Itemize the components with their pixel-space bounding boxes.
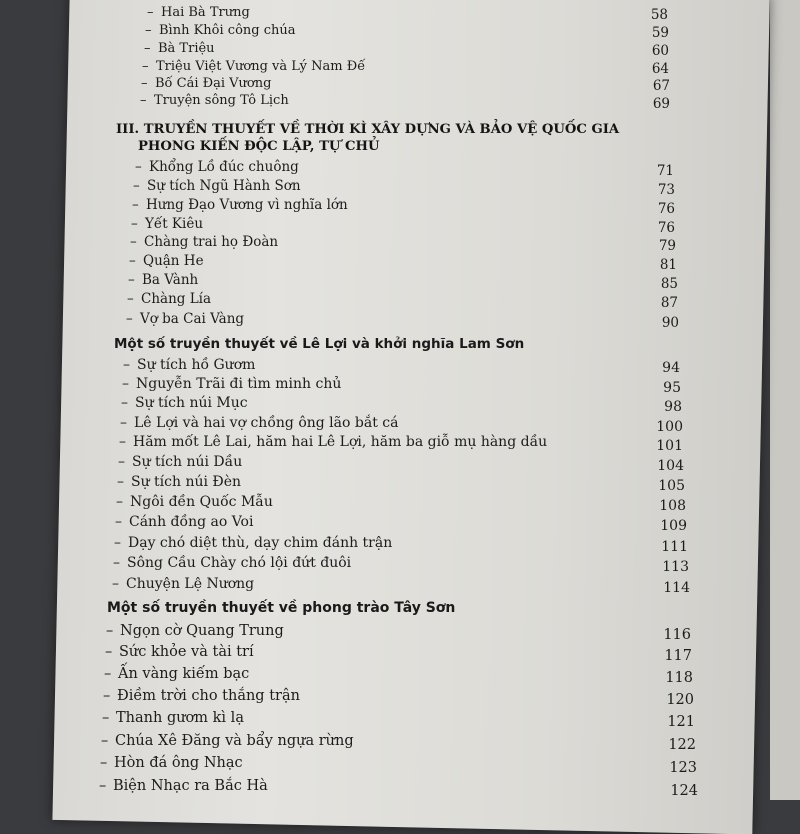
toc-entry: – Sự tích núi Dầu (118, 454, 243, 470)
toc-page-number: 81 (659, 257, 677, 273)
toc-page-number: 121 (667, 714, 695, 730)
toc-page-number: 98 (664, 399, 682, 415)
toc-entry: – Ngọn cờ Quang Trung (106, 623, 284, 639)
toc-entry: – Bố Cái Đại Vương (141, 76, 272, 91)
toc-entry: – Hăm mốt Lê Lai, hăm hai Lê Lợi, hăm ba giỗ mụ hàng dầu (119, 434, 548, 450)
toc-page-number: 60 (651, 43, 669, 59)
toc-page-number: 76 (657, 220, 675, 236)
toc-entry: – Hòn đá ông Nhạc (100, 755, 243, 771)
toc-entry: – Lê Lợi và hai vợ chồng ông lão bắt cá (120, 415, 399, 431)
toc-page-number: 94 (662, 360, 680, 376)
toc-entry: – Sự tích Ngũ Hành Sơn (133, 178, 301, 194)
toc-page-number: 111 (661, 539, 688, 555)
toc-entry: – Chúa Xê Đăng và bẩy ngựa rừng (101, 733, 354, 749)
toc-entry: – Điềm trời cho thắng trận (103, 688, 300, 704)
toc-page-number: 101 (656, 438, 683, 454)
toc-page-number: 79 (658, 238, 676, 254)
toc-entry: – Ba Vành (128, 272, 199, 288)
toc-entry: – Sông Cầu Chày chó lội đứt đuôi (113, 555, 352, 571)
toc-entry: – Chàng Lía (127, 291, 212, 307)
toc-entry: – Bà Triệu (144, 41, 215, 56)
toc-entry: – Hai Bà Trưng (147, 5, 250, 20)
toc-entry: – Thanh gươm kì lạ (102, 710, 244, 726)
toc-entry: – Sự tích hồ Gươm (123, 357, 256, 373)
toc-page-number: 114 (663, 580, 690, 596)
toc-entry: – Truyện sông Tô Lịch (140, 93, 289, 108)
toc-entry: – Sức khỏe và tài trí (105, 644, 254, 660)
toc-page-number: 73 (657, 182, 675, 198)
toc-entry: – Hưng Đạo Vương vì nghĩa lớn (132, 197, 348, 213)
toc-entry: – Khổng Lồ đúc chuông (135, 159, 299, 175)
toc-page-number: 116 (663, 627, 691, 643)
toc-page-number: 76 (657, 201, 675, 217)
toc-page-number: 104 (657, 458, 684, 474)
toc-page-number: 108 (659, 498, 686, 514)
subsection-title: Một số truyền thuyết về phong trào Tây Sơn (107, 600, 456, 616)
section-heading: III. TRUYỀN THUYẾT VỀ THỜI KÌ XÂY DỰNG VÀ BẢO VỆ QUỐC GIA (116, 122, 620, 137)
toc-entry: – Ngôi đền Quốc Mẫu (116, 494, 273, 510)
toc-entry: – Triệu Việt Vương và Lý Nam Đế (142, 59, 366, 74)
toc-page-number: 105 (658, 478, 685, 494)
subsection-title: Một số truyền thuyết về Lê Lợi và khởi nghĩa Lam Sơn (114, 336, 525, 352)
toc-entry: – Ấn vàng kiếm bạc (104, 666, 250, 682)
toc-page-number: 118 (665, 670, 693, 686)
toc-page-number: 122 (668, 737, 696, 753)
toc-page-number: 58 (650, 7, 668, 23)
toc-page-number: 124 (670, 783, 698, 799)
toc-page-number: 109 (660, 518, 687, 534)
toc-page-number: 117 (664, 648, 692, 664)
toc-page-number: 113 (662, 559, 689, 575)
toc-entry: – Biện Nhạc ra Bắc Hà (99, 778, 268, 794)
toc-entry: – Bình Khôi công chúa (145, 23, 296, 38)
toc-page-number: 69 (652, 96, 670, 112)
toc-entry: – Yết Kiêu (131, 216, 204, 232)
toc-page-number: 95 (663, 380, 681, 396)
toc-page-number: 67 (652, 78, 670, 94)
toc-page-number: 123 (669, 760, 697, 776)
toc-page-number: 120 (666, 692, 694, 708)
toc-page-number: 87 (660, 295, 678, 311)
toc-entry: – Vợ ba Cai Vàng (126, 311, 245, 327)
toc-page-number: 85 (660, 276, 678, 292)
toc-entry: – Dạy chó diệt thù, dạy chim đánh trận (114, 535, 393, 551)
section-heading-continued: PHONG KIẾN ĐỘC LẬP, TỰ CHỦ (138, 139, 380, 154)
toc-entry: – Nguyễn Trãi đi tìm minh chủ (122, 376, 342, 392)
toc-page-number: 64 (651, 61, 669, 77)
toc-page-number: 59 (651, 25, 669, 41)
toc-page-number: 90 (661, 315, 679, 331)
toc-entry: – Quận He (129, 253, 204, 269)
toc-entry: – Chuyện Lệ Nương (112, 576, 255, 592)
toc-entry: – Sự tích núi Mục (121, 395, 248, 411)
toc-entry: – Cánh đồng ao Voi (115, 514, 254, 530)
toc-page-number: 71 (656, 163, 674, 179)
toc-entry: – Chàng trai họ Đoàn (130, 234, 279, 250)
toc-entry: – Sự tích núi Đèn (117, 474, 242, 490)
toc-page-number: 100 (656, 419, 683, 435)
